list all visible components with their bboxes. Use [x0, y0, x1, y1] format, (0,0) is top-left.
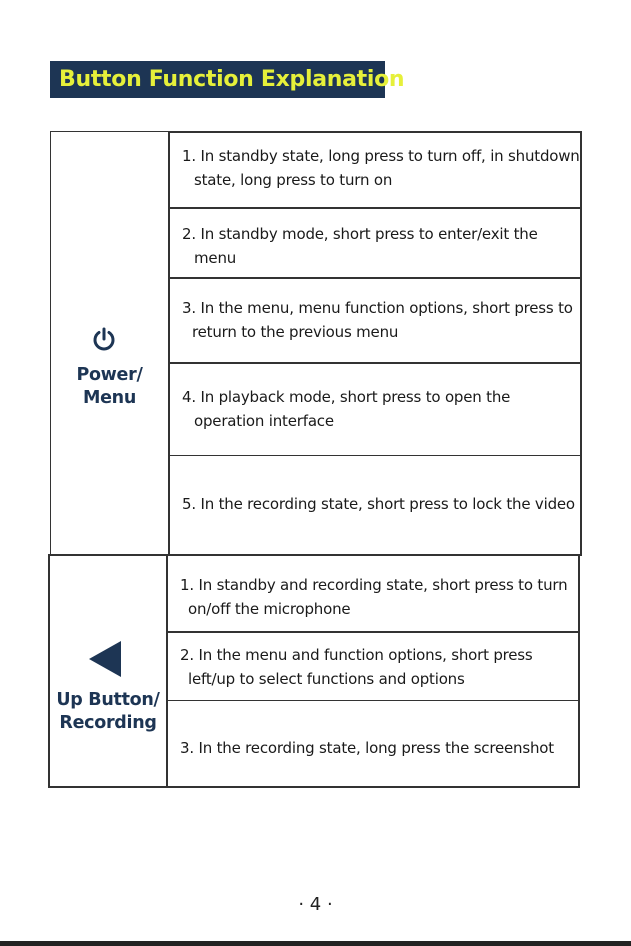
table1-right-border	[580, 131, 582, 556]
up-item-3: 3. In the recording state, long press the screenshot	[180, 739, 554, 757]
table2-row-divider	[167, 700, 579, 701]
table1-divider-vertical	[168, 131, 170, 556]
power-item-3: 3. In the menu, menu function options, short press to return to the previous menu	[182, 299, 573, 341]
table2-bottom-border	[48, 786, 579, 788]
table1-row-divider	[170, 207, 581, 209]
table2-right-border	[578, 555, 580, 788]
table1-top-left-border	[50, 131, 168, 132]
power-item-5: 5. In the recording state, short press to lock the video	[182, 495, 575, 513]
table1-row-divider	[170, 455, 581, 456]
table1-row-divider	[170, 362, 581, 364]
up-item-2: 2. In the menu and function options, short press left/up to select functions and options	[180, 646, 533, 688]
power-menu-label: Power/ Menu	[76, 365, 143, 408]
up-item-1: 1. In standby and recording state, short press to turn on/off the microphone	[180, 576, 568, 618]
table1-row-divider	[170, 277, 581, 279]
table1-bottom-border	[48, 554, 581, 556]
table2-divider-vertical	[166, 555, 168, 788]
bottom-edge-bar	[0, 941, 631, 946]
table2-left-border	[48, 555, 50, 788]
power-icon	[91, 326, 117, 352]
power-item-1: 1. In standby state, long press to turn off, in shutdown state, long press to turn on	[182, 147, 580, 189]
table1-left-border	[50, 131, 51, 556]
section-title-text: Button Function Explanation	[59, 67, 405, 92]
left-triangle-icon	[88, 640, 122, 678]
power-item-4: 4. In playback mode, short press to open the operation interface	[182, 388, 511, 430]
up-button-label: Up Button/ Recording	[56, 690, 160, 733]
page-number: · 4 ·	[298, 894, 333, 915]
table2-row-divider	[167, 631, 579, 633]
table1-top-right-border	[168, 131, 581, 133]
power-item-2: 2. In standby mode, short press to enter/exit the menu	[182, 225, 538, 267]
section-title	[50, 61, 405, 98]
